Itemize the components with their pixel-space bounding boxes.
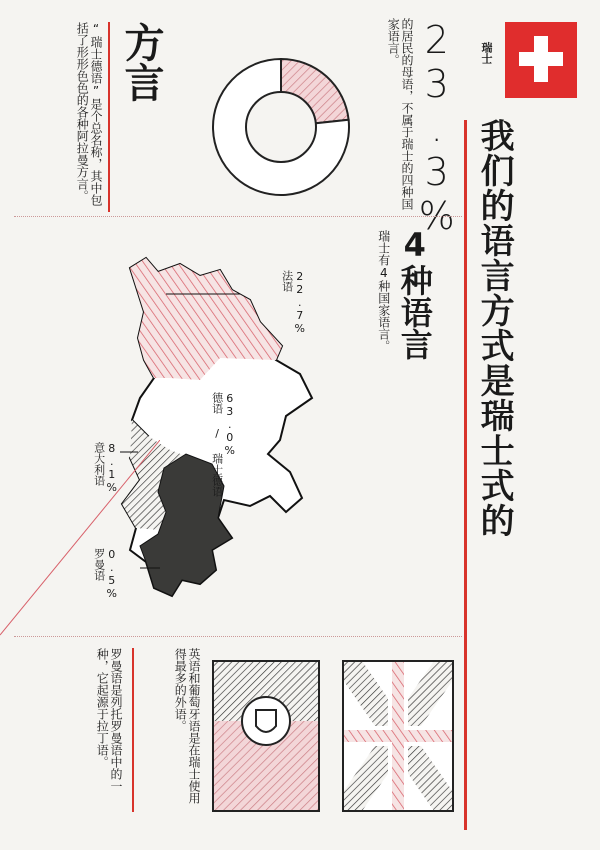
separator-top [14,216,462,217]
dialect-rule [108,22,110,212]
romansh-note-text: 罗曼语是列托罗曼语中的一种，它起源于拉丁语。 [95,648,123,792]
swiss-flag-icon [505,22,577,98]
uk-flag-icon [342,660,454,812]
stat-description [373,18,413,218]
country-label: 瑞士 [480,42,493,64]
map-label-german [210,392,235,497]
dialect-title: 方言 [118,22,164,102]
french-pct: 22.7% [293,270,307,335]
romansh-pct: 0.5% [105,548,119,600]
map-label-french [280,270,305,335]
french-name: 法语 [280,270,294,292]
romansh-rule [132,648,134,812]
subhead-description: 瑞士有4种国家语言。 [376,230,391,352]
romansh-name: 罗曼语 [92,548,106,581]
romansh-note [52,648,122,808]
italian-pct: 8.1% [105,442,119,494]
foreign-description [156,648,200,808]
headline: 我们的语言方式是瑞士式的 [474,118,515,538]
headline-rule [464,120,467,830]
italian-name: 意大利语 [92,442,106,486]
subhead-title: 4种语言 [395,226,434,360]
stat-desc-text: 的居民的母语，不属于瑞士的四种国家语言。 [386,18,414,210]
portugal-flag-icon [212,660,320,812]
red-diagonal-line [0,440,160,640]
stat-value: 23.3% [414,18,459,238]
german-name: 德语 / 瑞士德语 [210,392,224,497]
german-pct: 63.0% [223,392,237,457]
foreign-desc-text: 英语和葡萄牙语是在瑞士使用得最多的外语。 [173,648,201,804]
dialect-desc-text: “瑞士德语”是个总名称，其中包括了形形色色的各种阿拉曼方言。 [75,22,103,206]
donut-chart [206,52,356,202]
dialect-description [34,22,102,207]
